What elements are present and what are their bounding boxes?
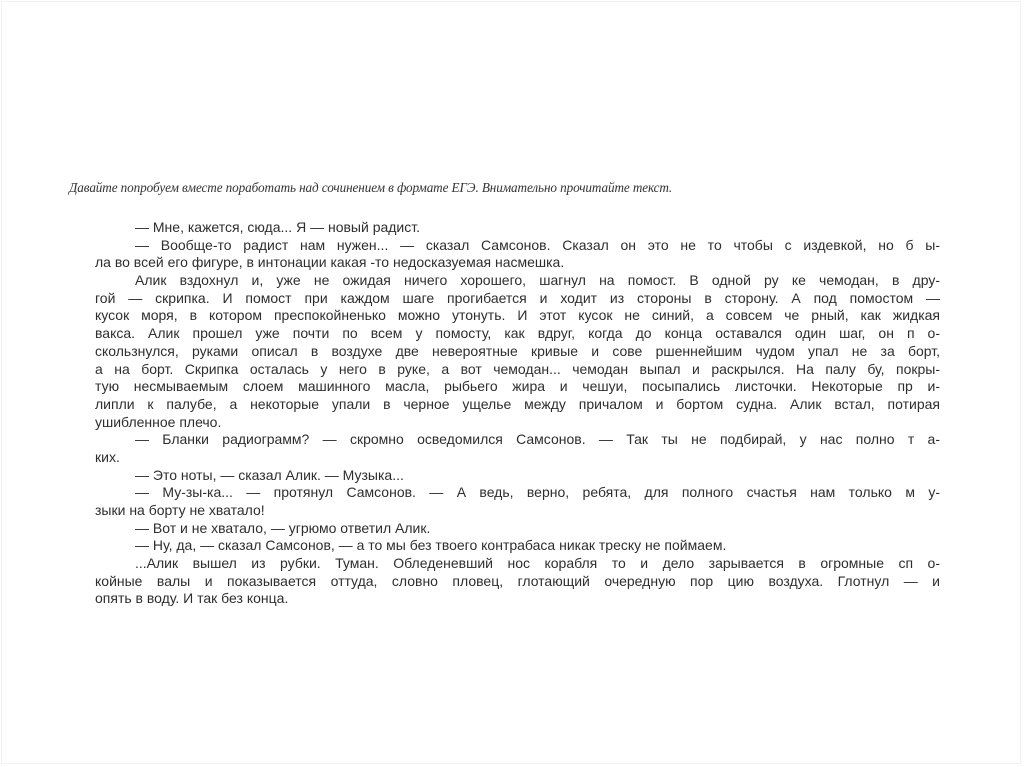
- text-line: гой — скрипка. И помост при каждом шаге прогибается и ходит из стороны в сторону. А под помостом —: [95, 289, 940, 306]
- text-line: опять в воду. И так без конца.: [95, 590, 289, 607]
- story-text: [95, 219, 945, 608]
- text-line: ких.: [95, 448, 120, 465]
- text-line: — Бланки радиограмм? — скромно осведомился Самсонов. — Так ты не подбирай, у нас полно т а-: [135, 431, 940, 448]
- text-line: — Это ноты, — сказал Алик. — Музыка...: [135, 466, 404, 483]
- text-line: ...Алик вышел из рубки. Туман. Обледеневший нос корабля то и дело зарывается в огромные сп о-: [135, 555, 940, 572]
- text-line: Алик вздохнул и, уже не ожидая ничего хорошего, шагнул на помост. В одной ру ке чемодан, в дру-: [135, 272, 940, 289]
- text-line: тую несмываемым слоем машинного масла, рыбьего жира и чешуи, посыпались листочки. Некоторые пр и-: [95, 378, 940, 395]
- text-line: — Вот и не хватало, — угрюмо ответил Алик.: [135, 519, 431, 536]
- text-line: — Му-зы-ка... — протянул Самсонов. — А ведь, верно, ребята, для полного счастья нам только м у-: [135, 484, 940, 501]
- text-line: кусок моря, в котором преспокойненько можно утонуть. И этот кусок не синий, а совсем че рный, как жидкая: [95, 307, 940, 324]
- text-line: а на борт. Скрипка осталась у него в руке, а вот чемодан... чемодан выпал и раскрылся. На палу бу, покры-: [95, 360, 940, 377]
- text-line: вакса. Алик прошел уже почти по всем у помосту, как вдруг, когда до конца оставался один шаг, он п о-: [95, 325, 940, 342]
- text-line: ушибленное плечо.: [95, 413, 222, 430]
- intro-instruction: Давайте попробуем вместе поработать над сочинением в формате ЕГЭ. Внимательно прочитайте текст.: [69, 180, 673, 195]
- text-line: — Мне, кажется, сюда... Я — новый радист.: [135, 219, 421, 235]
- text-line: липли к палубе, а некоторые упали в черное ущелье между причалом и бортом судна. Алик встал, потирая: [95, 395, 940, 412]
- text-line: скользнулся, руками описал в воздухе две невероятные кривые и сове ршеннейшим чудом упал не за борт,: [95, 342, 940, 359]
- text-line: — Вообще-то радист нам нужен... — сказал Самсонов. Сказал он это не то чтобы с издевкой, но б ы-: [135, 236, 940, 253]
- text-line: койные валы и показывается оттуда, словно пловец, глотающий очередную пор цию воздуха. Глотнул — и: [95, 572, 940, 589]
- text-line: — Ну, да, — сказал Самсонов, — а то мы без твоего контрабаса никак треску не поймаем.: [135, 537, 727, 554]
- text-line: зыки на борту не хватало!: [95, 502, 265, 518]
- text-line: ла во всей его фигуре, в интонации какая -то недосказуемая насмешка.: [95, 254, 565, 271]
